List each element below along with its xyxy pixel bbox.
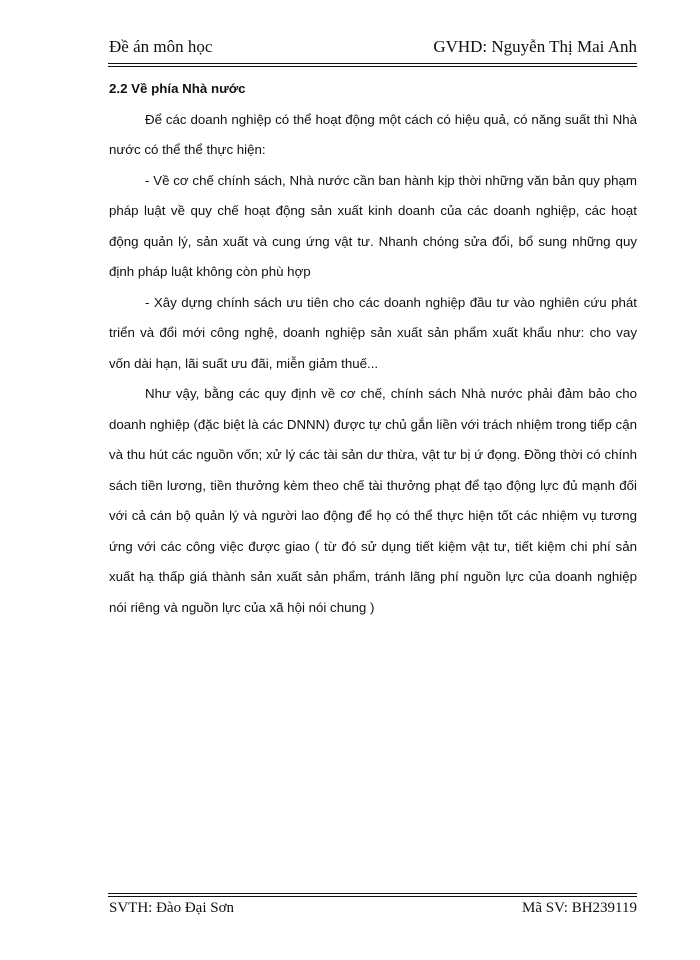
page-footer [109,898,637,922]
footer-student-name: SVTH: Đào Đại Sơn [109,900,235,916]
header-course-title: Đề án môn học [109,37,213,56]
paragraph-conclusion: Như vậy, bằng các quy định về cơ chế, chính sách Nhà nước phải đảm bảo cho doanh nghiệp (đặc biệt là các DNNN) được tự chủ gắn liền với trách nhiệm trong tiếp cận và thu hút các nguồn vốn; xử lý các tài sản dư thừa, vật tư bị ứ đọng. Đồng thời có chính sách tiền lương, tiền thưởng kèm theo chế tài thưởng phạt để tạo động lực đủ mạnh đối với cả cán bộ quản lý và người lao động để họ có thể thực hiện tốt các nhiệm vụ tương ứng với các công việc được giao ( từ đó sử dụng tiết kiệm vật tư, tiết kiệm chi phí sản xuất hạ thấp giá thành sản xuất sản phẩm, tránh lãng phí nguồn lực của doanh nghiệp nói riêng và nguồn lực của xã hội nói chung ) [109,386,637,615]
footer-divider-thin [108,893,637,894]
paragraph-priority-policy: - Xây dựng chính sách ưu tiên cho các doanh nghiệp đầu tư vào nghiên cứu phát triển và đổi mới công nghệ, doanh nghiệp sản xuất sản phẩm xuất khẩu như: cho vay vốn dài hạn, lãi suất ưu đãi, miễn giảm thuế... [109,294,637,371]
footer-divider [108,896,637,897]
header-supervisor: GVHD: Nguyễn Thị Mai Anh [433,37,637,56]
section-heading: 2.2 Về phía Nhà nước [109,81,246,96]
header-divider [108,63,637,64]
footer-student-id: Mã SV: BH239119 [521,900,637,916]
paragraph-policy-mechanism: - Về cơ chế chính sách, Nhà nước cần ban hành kịp thời những văn bản quy phạm pháp luật về quy chế hoạt động sản xuất kinh doanh của các doanh nghiệp, các hoạt động quản lý, sản xuất và cung ứng vật tư. Nhanh chóng sửa đổi, bổ sung những quy định pháp luật không còn phù hợp [109,172,637,279]
page-body [109,74,637,623]
header-divider-thin [108,66,637,67]
page-header [109,33,637,63]
paragraph-intro: Để các doanh nghiệp có thể hoạt động một cách có hiệu quả, có năng suất thì Nhà nước có thể thể thực hiện: [109,111,637,157]
